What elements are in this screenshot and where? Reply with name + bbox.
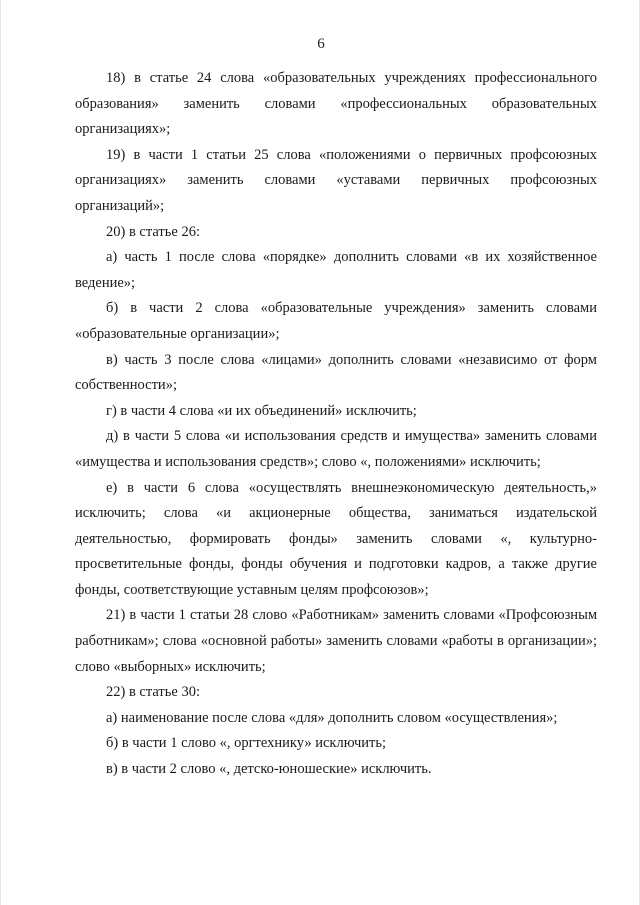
paragraph-item-22: 22) в статье 30:: [106, 684, 200, 701]
paragraph-subitem-v-2: в) в части 2 слово «, детско-юношеские» исключить.: [106, 761, 432, 778]
paragraph-item-18: 18) в статье 24 слова «образовательных учреждениях профессионального образования» заменить словами «профессиональных образовательных организациях»;: [75, 70, 597, 138]
paragraph-subitem-e: е) в части 6 слова «осуществлять внешнеэкономическую деятельность,» исключить; слова «и акционерные общества, заниматься издательской деятельностью, формировать фонды» заменить словами «, культурно-просветительные фонды, фонды обучения и подготовки кадров, а также другие фонды, соответствующие уставным целям профсоюзов»;: [75, 479, 597, 598]
paragraph-subitem-d: д) в части 5 слова «и использования средств и имущества» заменить словами «имущества и использования средств»; слово «, положениями» исключить;: [75, 428, 597, 470]
paragraph-subitem-g: г) в части 4 слова «и их объединений» исключить;: [106, 402, 417, 419]
paragraph-item-21: 21) в части 1 статьи 28 слово «Работникам» заменить словами «Профсоюзным работникам»; слова «основной работы» заменить словами «работы в организации»; слово «выборных» исключить;: [75, 607, 597, 675]
page-number: 6: [317, 36, 325, 52]
paragraph-subitem-b: б) в части 2 слова «образовательные учреждения» заменить словами «образовательные организации»;: [75, 300, 597, 342]
paragraph-subitem-b-2: б) в части 1 слово «, оргтехнику» исключить;: [106, 735, 387, 752]
document-body: [75, 66, 597, 783]
paragraph-item-20: 20) в статье 26:: [106, 223, 200, 240]
paragraph-item-19: 19) в части 1 статьи 25 слова «положениями о первичных профсоюзных организациях» заменить словами «уставами первичных профсоюзных организаций»;: [75, 146, 597, 214]
paragraph-subitem-a: а) часть 1 после слова «порядке» дополнить словами «в их хозяйственное ведение»;: [75, 249, 597, 291]
paragraph-subitem-a-2: а) наименование после слова «для» дополнить словом «осуществления»;: [106, 709, 558, 726]
paragraph-subitem-v: в) часть 3 после слова «лицами» дополнить словами «независимо от форм собственности»;: [75, 351, 597, 394]
